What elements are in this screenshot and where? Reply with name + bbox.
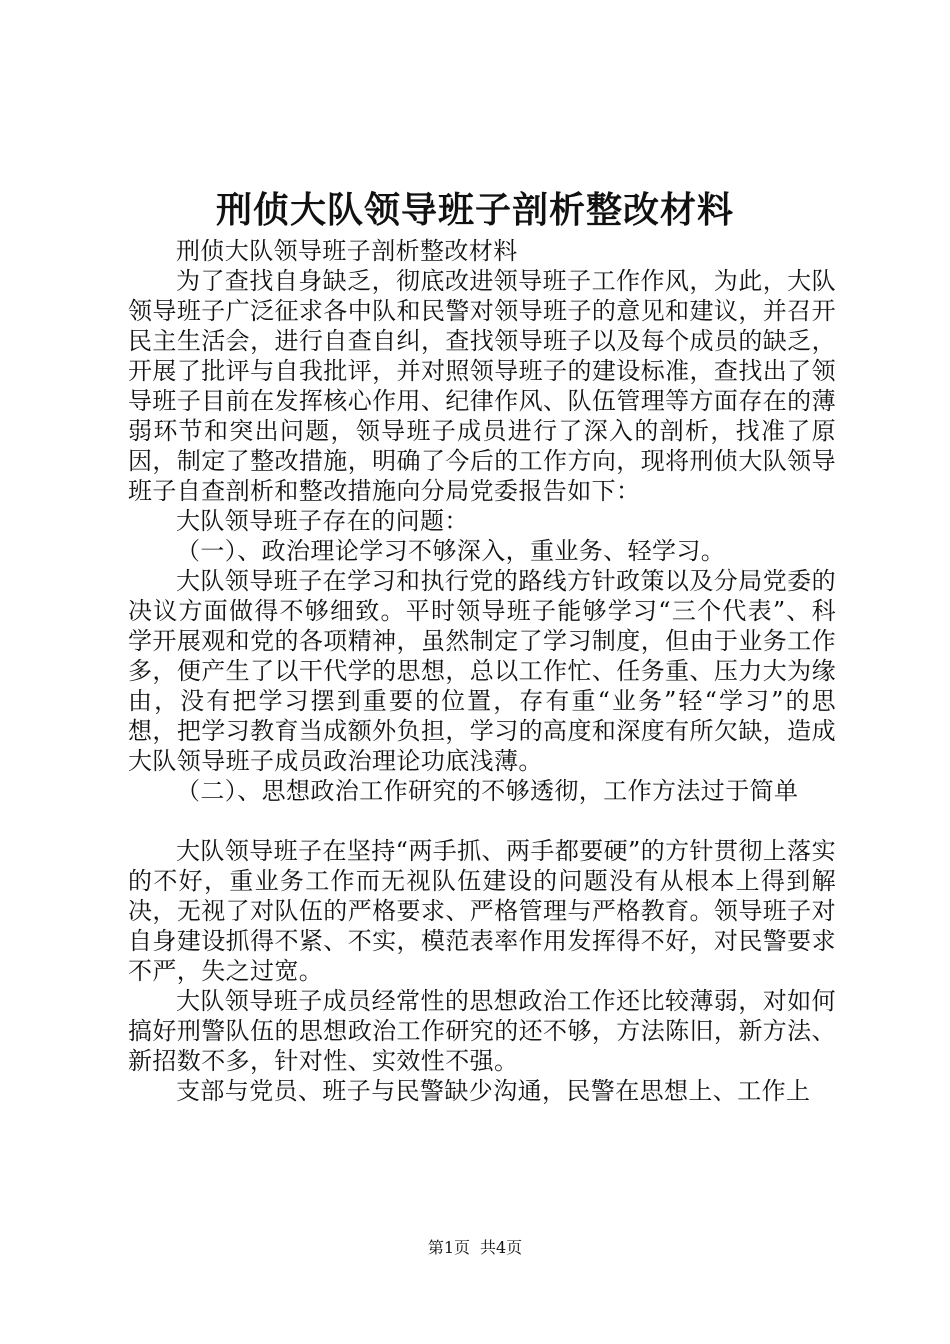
paragraph-section-2a: 大队领导班子在坚持“两手抓、两手都要硬”的方针贯彻上落实的不好，重业务工作而无视队伍建设的问题没有从根本上得到解决，无视了对队伍的严格要求、严格管理与严格教育。领导班子对自身建设抓得不紧、不实，模范表率作用发挥得不好，对民警要求不严，失之过宽。: [128, 837, 836, 985]
section-heading-2: （二）、思想政治工作研究的不够透彻，工作方法过于简单: [176, 777, 799, 805]
page-footer: [0, 1238, 950, 1258]
blank-line: [128, 806, 836, 836]
paragraph-section-2b: 大队领导班子成员经常性的思想政治工作还比较薄弱，对如何搞好刑警队伍的思想政治工作研究的还不够，方法陈旧，新方法、新招数不多，针对性、实效性不强。: [128, 987, 836, 1075]
page-total: 共4页: [480, 1238, 523, 1257]
section-heading-1: （一）、政治理论学习不够深入，重业务、轻学习。: [176, 537, 726, 565]
paragraph-subtitle: 刑侦大队领导班子剖析整改材料: [176, 237, 518, 265]
paragraph-section-2c: 支部与党员、班子与民警缺少沟通，民警在思想上、工作上: [176, 1077, 811, 1105]
page-number: 第1页: [427, 1238, 470, 1257]
document-body: [128, 236, 836, 1106]
paragraph-section-1: 大队领导班子在学习和执行党的路线方针政策以及分局党委的决议方面做得不够细致。平时领导班子能够学习“三个代表”、科学开展观和党的各项精神，虽然制定了学习制度，但由于业务工作多，便产生了以干代学的思想，总以工作忙、任务重、压力大为缘由，没有把学习摆到重要的位置，存有重“业务”轻“学习”的思想，把学习教育当成额外负担，学习的高度和深度有所欠缺，造成大队领导班子成员政治理论功底浅薄。: [128, 567, 836, 775]
document-title: 刑侦大队领导班子剖析整改材料: [215, 189, 734, 231]
paragraph-problems-heading: 大队领导班子存在的问题：: [176, 507, 469, 535]
paragraph-intro: 为了查找自身缺乏，彻底改进领导班子工作作风，为此，大队领导班子广泛征求各中队和民警对领导班子的意见和建议，并召开民主生活会，进行自查自纠，查找领导班子以及每个成员的缺乏，开展了批评与自我批评，并对照领导班子的建设标准，查找出了领导班子目前在发挥核心作用、纪律作风、队伍管理等方面存在的薄弱环节和突出问题，领导班子成员进行了深入的剖析，找准了原因，制定了整改措施，明确了今后的工作方向，现将刑侦大队领导班子自查剖析和整改措施向分局党委报告如下：: [128, 267, 836, 505]
